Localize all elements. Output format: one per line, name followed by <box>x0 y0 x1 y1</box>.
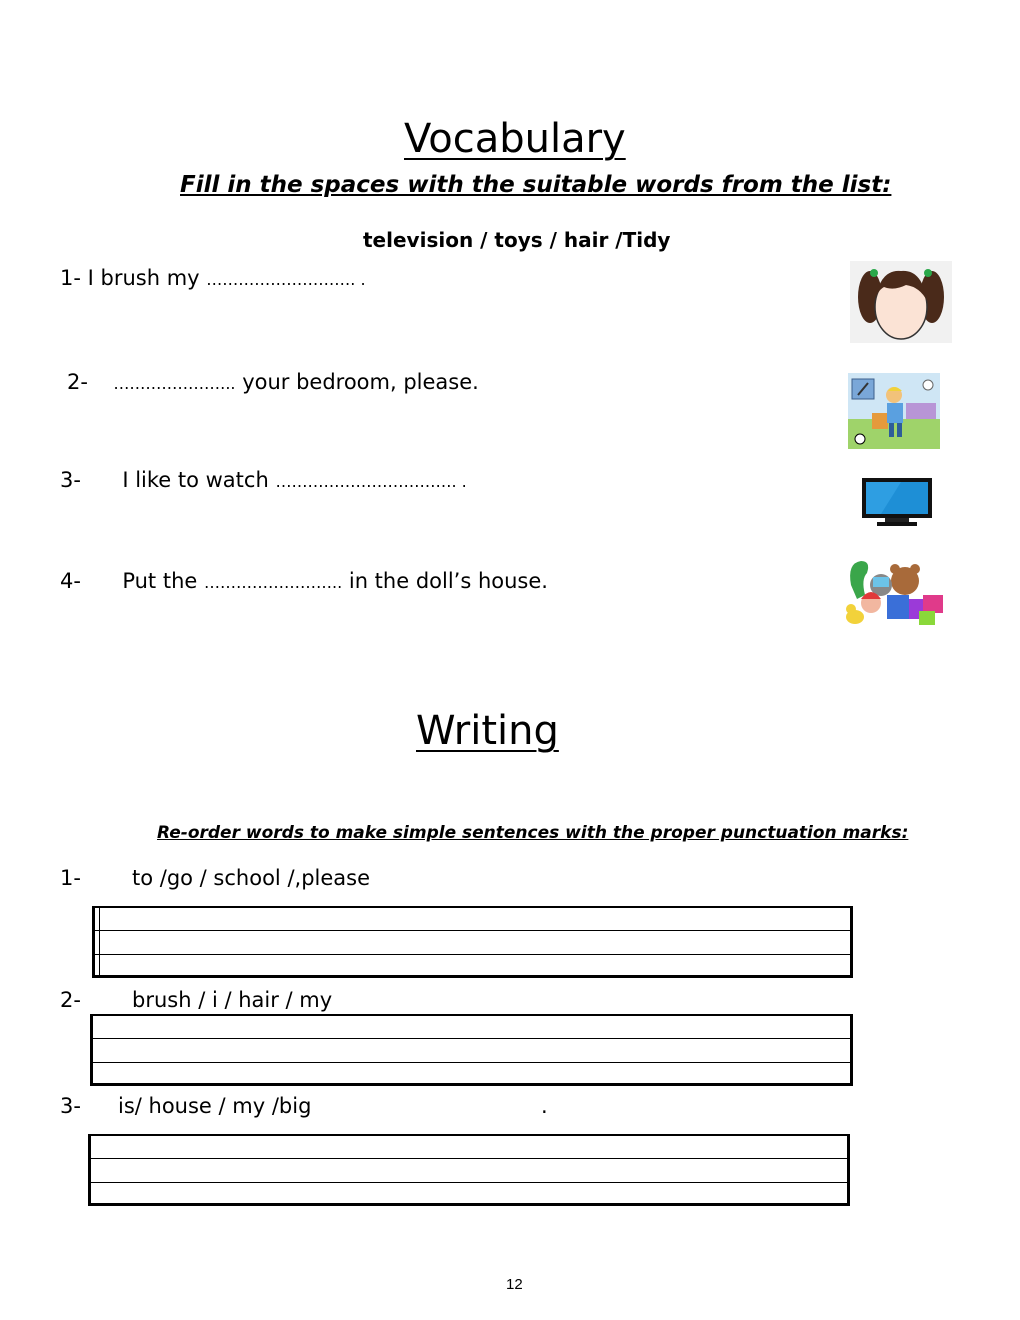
toys-icon <box>843 555 947 627</box>
blank[interactable]: ………………….. <box>113 374 236 393</box>
answer-box-3[interactable] <box>88 1134 850 1206</box>
girl-hair-icon <box>850 261 952 343</box>
vocab-item-2 <box>67 370 479 394</box>
tidy-room-icon <box>848 373 940 449</box>
item-text: I like to watch <box>122 468 269 492</box>
item-text: Put the <box>122 569 198 593</box>
item-text: I brush my <box>87 266 200 290</box>
writing-item-1-words: to /go / school /,please <box>132 866 371 890</box>
word-list: television / toys / hair /Tidy <box>363 228 671 252</box>
item-number: 4- <box>60 569 81 593</box>
writing-title: Writing <box>416 708 559 754</box>
blank[interactable]: ……………………………. . <box>275 472 467 491</box>
page-number: 12 <box>506 1276 523 1293</box>
writing-item-2-words: brush / i / hair / my <box>132 988 333 1012</box>
vocabulary-instruction: Fill in the spaces with the suitable words from the list: <box>180 172 892 198</box>
writing-item-3-trailing: . <box>541 1094 548 1118</box>
item-number: 2- <box>67 370 88 394</box>
item-text-after: in the doll’s house. <box>348 569 548 593</box>
writing-item-3-words: is/ house / my /big <box>118 1094 312 1118</box>
writing-item-1-number: 1- <box>60 866 81 890</box>
writing-instruction: Re-order words to make simple sentences with the proper punctuation marks: <box>157 823 909 843</box>
vocab-item-1 <box>60 266 366 290</box>
answer-box-2[interactable] <box>90 1014 853 1086</box>
vocab-item-4 <box>60 569 548 593</box>
item-number: 1- <box>60 266 81 290</box>
blank[interactable]: …………………….. <box>204 573 343 592</box>
television-icon <box>861 477 933 527</box>
answer-box-1[interactable] <box>92 906 853 978</box>
blank[interactable]: ………………………. . <box>206 270 366 289</box>
writing-item-2-number: 2- <box>60 988 81 1012</box>
vocabulary-title: Vocabulary <box>404 116 626 162</box>
item-number: 3- <box>60 468 81 492</box>
item-text: your bedroom, please. <box>242 370 479 394</box>
vocab-item-3 <box>60 468 467 492</box>
writing-item-3-number: 3- <box>60 1094 81 1118</box>
